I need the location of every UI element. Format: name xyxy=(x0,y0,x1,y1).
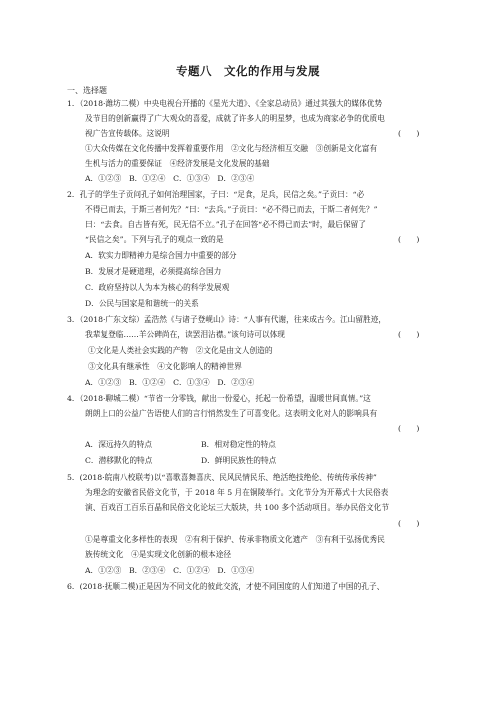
q5-options: A．①②③ B．②③④ C．①②④ D．①③④ xyxy=(85,566,255,575)
q4-answer-paren: ( ) xyxy=(398,424,420,433)
q2-option-b: B．发展才是硬道理，必须提高综合国力 xyxy=(85,267,222,276)
q5-answer-paren: ( ) xyxy=(398,519,420,528)
q1-answer-paren: ( ) xyxy=(398,129,420,138)
q2-line-2: 不得已而去，于斯三者何先？”曰：“去兵。”子贡曰：“必不得已而去，于斯二者何先？” xyxy=(85,205,378,214)
q3-line-4: ③文化具有继承性 ④文化影响人的精神世界 xyxy=(88,362,242,371)
q3-options: A．①②③ B．①②④ C．①③④ D．②③④ xyxy=(85,378,255,387)
q4-line-2: 朗朗上口的公益广告语使人们的言行悄然发生了可喜变化。这表明文化对人的影响具有 xyxy=(85,409,378,418)
q6-line-1: 6．(2018·抚顺二模)正是因为不同文化的彼此交流，才使不同国度的人们知道了中国的孔子、 xyxy=(67,582,385,591)
q5-line-4: ①是尊重文化多样性的表现 ②有利于保护、传承非物质文化遗产 ③有利于弘扬优秀民 xyxy=(85,535,385,544)
q2-option-c: C．政府坚持以人为本为核心的科学发展观 xyxy=(85,283,230,292)
q1-line-4: ①大众传媒在文化传播中发挥着重要作用 ②文化与经济相互交融 ③创新是文化富有 xyxy=(85,144,378,153)
q4-option-b: B．相对稳定性的特点 xyxy=(201,440,276,449)
q1-line-5: 生机与活力的重要保证 ④经济发展是文化发展的基础 xyxy=(85,159,270,168)
q1-line-1: 1．（2018·潍坊二模）中央电视台开播的《星光大道》、《全家总动员》通过其强大的媒体优势 xyxy=(67,99,383,108)
q2-answer-paren: ( ) xyxy=(398,235,420,244)
q5-line-2: 为理念的安徽省民俗文化节，于 2018 年 5 月在铜陵举行。文化节分为开幕式十大民俗表 xyxy=(85,488,389,497)
q2-line-4: “民信之矣”。下列与孔子的观点一致的是 xyxy=(85,235,224,244)
q5-line-1: 5．(2018·皖南八校联考)以“喜歌喜舞喜庆、民风民情民乐、绝活绝技绝伦、传统传承传神” xyxy=(67,473,377,482)
page-title: 专题八 文化的作用与发展 xyxy=(176,64,320,78)
q2-line-1: 2．孔子的学生子贡问孔子如何治理国家，子曰：“足食，足兵，民信之矣。”子贡曰：“必 xyxy=(67,190,365,199)
q2-option-d: D．公民与国家是和谐统一的关系 xyxy=(85,299,199,308)
q3-line-1: 3．（2018·广东文综）孟浩然《与诸子登岘山》诗：“人事有代谢，往来成古今。江山留胜迹， xyxy=(67,315,387,324)
q2-line-3: 曰：“去食。自古皆有死，民无信不立。”孔子在回答“必不得已而去”时，最后保留了 xyxy=(85,220,366,229)
q1-line-3: 视广告宣传载体。这说明 xyxy=(85,129,170,138)
q3-line-3: ①文化是人类社会实践的产物 ②文化是由文人创造的 xyxy=(88,346,273,355)
q5-line-5: 族传统文化 ④是实现文化创新的根本途径 xyxy=(85,550,232,559)
q4-option-c: C．潜移默化的特点 xyxy=(85,456,153,465)
q3-answer-paren: ( ) xyxy=(398,330,420,339)
q1-line-2: 及节目的创新赢得了广大观众的喜爱，成就了许多人的明星梦，也成为商家必争的优质电 xyxy=(85,114,385,123)
q4-option-a: A．深远持久的特点 xyxy=(85,440,153,449)
q4-line-1: 4．（2018·聊城二模）“节省一分零钱，献出一份爱心，托起一份希望，温暖世间真情。”这 xyxy=(67,394,371,403)
section-heading: 一、选择题 xyxy=(67,86,107,95)
q2-option-a: A．软实力即精神力是综合国力中重要的部分 xyxy=(85,251,237,260)
q3-line-2: 我辈复登临……羊公碑尚在，读罢泪沾襟。”该句诗可以体现 xyxy=(85,330,285,339)
q4-option-d: D．鲜明民族性的特点 xyxy=(201,456,277,465)
q1-options: A．①②③ B．①②④ C．①③④ D．②③④ xyxy=(85,174,255,183)
q5-line-3: 演、百戏百工百乐百晶和民俗文化论坛三大版块，共 100 多个活动项目。举办民俗文化节 xyxy=(85,503,390,512)
